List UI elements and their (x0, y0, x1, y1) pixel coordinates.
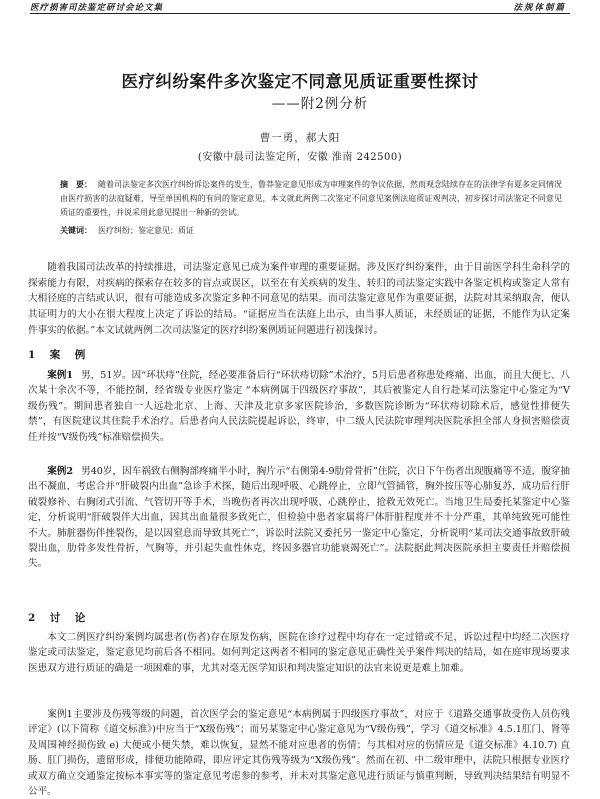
article-authors: 曹一勇，郝大阳 (259, 132, 341, 144)
section-heading-cases: 1 案 例 (28, 349, 88, 361)
article-affiliation: (安徽中晨司法鉴定所，安徽 淮南 242500) (197, 152, 403, 163)
section-name: 法规体制篇 (513, 3, 566, 13)
abstract-label: 摘 要： (60, 179, 92, 189)
keywords (60, 224, 562, 237)
section-heading-discussion: 2 讨 论 (28, 612, 88, 624)
article-title: 医疗纠纷案件多次鉴定不同意见质证重要性探讨 (121, 72, 479, 91)
case-1-paragraph (28, 368, 570, 445)
header-rule (30, 13, 570, 14)
journal-name: 医疗损害司法鉴定研讨会论文集 (30, 3, 164, 13)
abstract-text: 随着司法鉴定多次医疗纠纷诉讼案件的发生，鲁莽鉴定意见形成为审理案件的争议依据，然而观念陆续存在的法律学有夏多定同情况由医疗损害的法庭疑难，导至单国机构的有同的鉴定意见，本文就此两例二次鉴定不同意见案例法庭质证观判决，初步探讨司法鉴定不同意见质证的重要性，并说采用此意见提出一种新的尝试。 (60, 180, 562, 217)
discussion-paragraph-2: 案例1主要涉及伤残等级的问题，首次医学会的鉴定意见“本病例属于四级医疗事故”，对应于《道路交通事故受伤人员伤残评定》(以下简称《道交标准》)中应当于“Ⅹ级伤残”；而另某鉴定中心鉴定意见为“Ⅴ级伤残”，学习《道交标准》4.5.1肛门、肾等及周围神经损伤致 e) 大便或小便失禁，难以恢复，显然不能对应患者的伤情；与其相对应的伤情应是《道交标准》4.10.7) 直肠、肛门损伤，遗留形成，排便功能障碍，即应评定其伤残等级为“Ⅹ级伤残”。然而在初、中二级审理中，法院只根据专业医疗或双方确立交通鉴定按标本事实等的鉴定意见考虑参的参考，并未对其鉴定意见进行质证与慎重判断，导致判决结果结有明显不公平。 (28, 709, 570, 798)
abstract (60, 177, 562, 220)
running-header (30, 0, 570, 14)
discussion-paragraph-1: 本文二例医疗纠纷案例均属患者(伤者)存在原发伤病，医院在诊疗过程中均存在一定过错或不足，诉讼过程中均经二次医疗鉴定或司法鉴定，鉴定意见均前后各不相同。如何判定这两者不相同的鉴定意见正确性关乎案件判决的结局，如在庭审现场要求医患双方进行质证的确是一项困难的事，尤其对毫无医学知识和判决鉴定知识的法官来说更是难上加难。 (28, 632, 570, 674)
case-1-text: 男，51岁。因“环状痔”住院，经必要准备后行“环状痔切除”术治疗，5月后患者称患处疼痛、出血，而且大便七、八次某十余次不等，不能控制，经省级专业医疗鉴定 “本病例属于四级医疗事故”，其后被鉴定人自行赴某司法鉴定中心鉴定为“Ⅴ级伤残”。期间患者独自一人远赴北京、上海、天津及北京多家医院诊治，多数医院诊断为“环状痔切除术后，感觉性排便失禁”，有医院建议其住院手术治疗。后患者向人民法院提起诉讼，终审，中二级人民法院审理判决医院承担全部人身损害赔偿责任并按“Ⅴ级伤残”标准赔偿损失。 (28, 370, 570, 443)
case-2-paragraph (28, 464, 570, 572)
keywords-label: 关键词： (60, 225, 92, 235)
intro-paragraph: 随着我国司法改革的持续推进，司法鉴定意见已成为案件审理的重要证据。涉及医疗纠纷案件，由于目前医学科生命科学的探索能力有限，对疾病的探索存在较多的盲点或误区，以至在有关疾病的发生、转归的司法鉴定实践中各鉴定机构或鉴定人常有大相径庭的言结或认识，很有可能造成多次鉴定多种不同意见的结果。而司法鉴定意见作为重要证据，法院对其采纳取舍，便认其证明力的大小在很大程度上决定了诉讼的结局。“证据应当在法庭上出示，由当事人质证，未经质证的证据，不能作为认定案件事实的依据。”本文试就两例二次司法鉴定的医疗纠纷案例质证问题进行初浅探讨。 (28, 262, 570, 336)
case-2-text: 男40岁，因车祸致右侧胸部疼痛半小时，胸片示“右侧第4-9肋骨骨折”住院，次日下午伤者出现腹痛等不适，腹穿抽出不凝血，考虑合并“肝破裂内出血”急诊手术探，随后出现呼吸、心跳停止，立即气管插管，胸外按压等心肺复苏，成功后行肝破裂修补、右胸闭式引流、气管切开等手术，当晚伤者再次出现呼吸、心跳停止，抢救无效死亡。当地卫生局委托某鉴定中心鉴定，分析说明“肝破裂伴大出血，因其出血量很多致死亡，但检验中患者家属将尸体肝脏程度并不十分严重，其单纯致死可能性不大。肺脏器伤伴挫裂伤，是以因窒息而导致其死亡”，诉讼时法院又委托另一鉴定中心鉴定，分析说明“某司法交通事故致肝破裂出血，肋骨多发性骨折，气胸等，并引起失血性休克，终因多器官功能衰竭死亡”。法院据此判决医院承担主要责任并赔偿损失。 (28, 466, 570, 570)
keywords-text: 医疗纠纷；鉴定意见；质证 (98, 226, 194, 235)
case-2-label: 案例2 (47, 466, 74, 477)
case-1-label: 案例1 (47, 370, 74, 381)
article-subtitle: ——附2例分析 (271, 96, 369, 112)
